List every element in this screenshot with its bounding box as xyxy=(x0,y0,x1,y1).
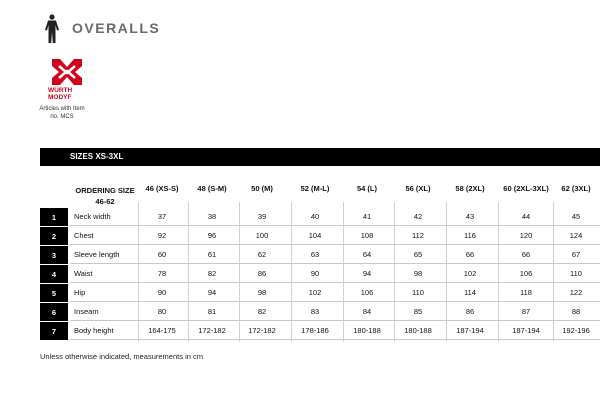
table-cell: 61 xyxy=(207,250,217,259)
table-cell: 90 xyxy=(157,288,167,297)
sizes-bar xyxy=(40,148,600,166)
table-cell: 67 xyxy=(571,250,581,259)
table-cell: 122 xyxy=(569,288,583,297)
table-cell: 94 xyxy=(362,269,372,278)
table-cell: 102 xyxy=(308,288,322,297)
table-cell: 85 xyxy=(413,307,423,316)
row-number: 1 xyxy=(40,208,68,226)
table-cell: 118 xyxy=(520,288,532,297)
table-cell: 120 xyxy=(519,231,533,240)
table-cell: 87 xyxy=(521,307,531,316)
table-cell: 78 xyxy=(157,269,167,278)
table-cell: 84 xyxy=(362,307,372,316)
table-cell: 62 xyxy=(257,250,267,259)
brand-line-1: WÜRTH xyxy=(48,87,73,94)
footnote: Unless otherwise indicated, measurements in cm xyxy=(40,352,203,361)
column-header: 60 (2XL-3XL) xyxy=(503,184,549,193)
table-cell: 180-188 xyxy=(404,326,432,335)
row-label: Waist xyxy=(74,269,93,278)
table-row xyxy=(40,208,600,226)
table-cell: 44 xyxy=(521,212,531,221)
table-cell: 86 xyxy=(257,269,267,278)
column-header: 52 (M-L) xyxy=(300,184,330,193)
table-cell: 82 xyxy=(257,307,267,316)
table-cell: 66 xyxy=(465,250,475,259)
table-cell: 98 xyxy=(413,269,423,278)
row-label: Sleeve length xyxy=(74,250,120,259)
table-row xyxy=(40,303,600,321)
row-divider xyxy=(70,263,600,264)
table-cell: 110 xyxy=(570,269,582,278)
table-cell: 172-182 xyxy=(198,326,226,335)
row-divider xyxy=(70,301,600,302)
table-cell: 63 xyxy=(310,250,320,259)
table-cell: 114 xyxy=(464,288,476,297)
table-cell: 192-196 xyxy=(562,326,590,335)
table-cell: 104 xyxy=(308,231,322,240)
brand-line-2: MODYF xyxy=(48,93,72,101)
table-cell: 92 xyxy=(157,231,167,240)
table-cell: 83 xyxy=(310,307,320,316)
table-cell: 172-182 xyxy=(248,326,276,335)
table-cell: 90 xyxy=(310,269,320,278)
overall-icon xyxy=(44,14,60,44)
table-cell: 42 xyxy=(413,212,423,221)
table-cell: 94 xyxy=(207,288,217,297)
table-cell: 110 xyxy=(412,288,424,297)
table-cell: 82 xyxy=(207,269,217,278)
row-divider xyxy=(70,282,600,283)
table-cell: 180-188 xyxy=(353,326,381,335)
table-cell: 40 xyxy=(310,212,320,221)
table-cell: 37 xyxy=(157,212,167,221)
ordering-size-label xyxy=(72,185,138,207)
column-header: 56 (XL) xyxy=(405,184,431,193)
table-cell: 88 xyxy=(571,307,581,316)
brand-text xyxy=(48,88,72,101)
table-cell: 80 xyxy=(157,307,167,316)
table-row xyxy=(40,246,600,264)
table-cell: 116 xyxy=(464,231,476,240)
table-cell: 39 xyxy=(257,212,267,221)
table-row xyxy=(40,265,600,283)
table-cell: 43 xyxy=(465,212,475,221)
column-header: 58 (2XL) xyxy=(455,184,485,193)
ordering-size-line-2: 46-62 xyxy=(95,197,115,206)
row-number: 5 xyxy=(40,284,68,302)
table-cell: 45 xyxy=(571,212,581,221)
row-number: 4 xyxy=(40,265,68,283)
ordering-size-line-1: ORDERING SIZE xyxy=(75,186,135,195)
column-header: 48 (S-M) xyxy=(197,184,227,193)
table-cell: 108 xyxy=(360,231,374,240)
wurth-modyf-logo xyxy=(50,57,84,87)
table-cell: 98 xyxy=(257,288,267,297)
row-label: Neck width xyxy=(74,212,111,221)
row-divider xyxy=(70,225,600,226)
table-cell: 65 xyxy=(413,250,423,259)
table-cell: 100 xyxy=(255,231,269,240)
row-label: Chest xyxy=(74,231,94,240)
articles-note xyxy=(22,105,102,121)
row-divider xyxy=(70,339,600,340)
row-number: 6 xyxy=(40,303,68,321)
table-cell: 66 xyxy=(521,250,531,259)
table-cell: 81 xyxy=(207,307,217,316)
table-cell: 102 xyxy=(463,269,477,278)
table-cell: 38 xyxy=(207,212,217,221)
table-cell: 96 xyxy=(207,231,217,240)
articles-line-2: no. MCS xyxy=(50,114,74,120)
row-number: 2 xyxy=(40,227,68,245)
table-cell: 124 xyxy=(569,231,583,240)
row-label: Hip xyxy=(74,288,86,297)
column-header: 54 (L) xyxy=(356,184,377,193)
table-cell: 64 xyxy=(362,250,372,259)
table-cell: 112 xyxy=(412,231,424,240)
table-cell: 86 xyxy=(465,307,475,316)
sizes-bar-label: SIZES XS-3XL xyxy=(70,152,124,161)
table-row xyxy=(40,284,600,302)
table-cell: 187-194 xyxy=(456,326,484,335)
row-number: 7 xyxy=(40,322,68,340)
page-title: OVERALLS xyxy=(72,20,161,36)
table-cell: 164-175 xyxy=(148,326,176,335)
table-cell: 60 xyxy=(157,250,167,259)
table-row xyxy=(40,322,600,340)
table-cell: 187-194 xyxy=(512,326,540,335)
table-cell: 178-186 xyxy=(301,326,329,335)
table-row xyxy=(40,227,600,245)
table-cell: 41 xyxy=(362,212,372,221)
row-divider xyxy=(70,244,600,245)
column-header: 62 (3XL) xyxy=(561,184,591,193)
column-header: 50 (M) xyxy=(251,184,273,193)
row-number: 3 xyxy=(40,246,68,264)
column-header: 46 (XS-S) xyxy=(145,184,179,193)
table-cell: 106 xyxy=(519,269,533,278)
table-cell: 106 xyxy=(360,288,374,297)
row-label: Body height xyxy=(74,326,114,335)
row-divider xyxy=(70,320,600,321)
articles-line-1: Articles with Item xyxy=(39,106,85,112)
row-label: Inseam xyxy=(74,307,99,316)
